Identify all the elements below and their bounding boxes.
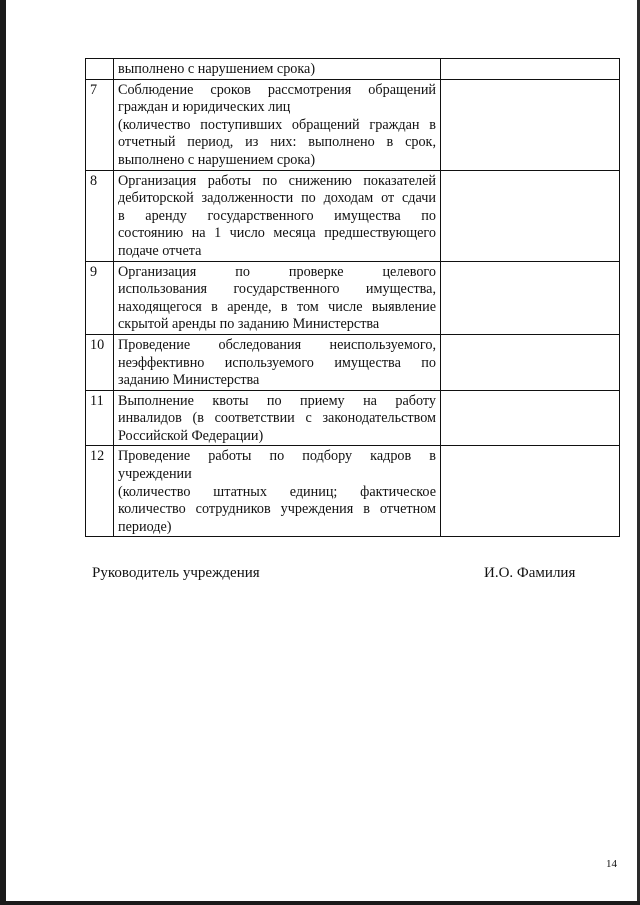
indicator-value-cell — [441, 59, 620, 80]
description-line: граждан и юридических лиц — [118, 99, 291, 116]
description-line: (количество штатных единиц; фактическое — [118, 483, 436, 500]
row-number: 8 — [86, 170, 114, 261]
indicator-value-cell — [441, 79, 620, 170]
indicator-description — [114, 334, 441, 390]
description-line: неэффективно используемого имущества по — [118, 354, 436, 371]
table-row — [86, 334, 620, 390]
description-line: количество сотрудников учреждения в отчетном — [118, 501, 436, 518]
table-row — [86, 79, 620, 170]
table-row — [86, 446, 620, 537]
signer-name: И.О. Фамилия — [484, 565, 576, 581]
description-line: учреждении — [118, 466, 192, 483]
description-line: (количество поступивших обращений граждан в — [118, 116, 436, 133]
scan-edge-bottom — [0, 901, 640, 905]
description-line: заданию Министерства — [118, 372, 260, 389]
row-number: 9 — [86, 261, 114, 334]
row-number: 7 — [86, 79, 114, 170]
description-line: Российской Федерации) — [118, 427, 264, 444]
indicator-description — [114, 446, 441, 537]
signer-title: Руководитель учреждения — [92, 565, 260, 581]
indicator-value-cell — [441, 170, 620, 261]
description-line: Соблюдение сроков рассмотрения обращений — [118, 81, 436, 98]
description-line: состоянию на 1 число месяца предшествующего — [118, 225, 436, 242]
description-line: дебиторской задолженности по доходам от сдачи — [118, 190, 436, 207]
row-number: 10 — [86, 334, 114, 390]
indicator-value-cell — [441, 261, 620, 334]
page-number: 14 — [606, 858, 617, 870]
description-line: выполнено с нарушением срока) — [118, 61, 316, 77]
description-line: инвалидов (в соответствии с законодательством — [118, 410, 436, 427]
indicator-description — [114, 170, 441, 261]
indicator-description — [114, 59, 441, 80]
row-number: 12 — [86, 446, 114, 537]
description-line: выполнено с нарушением срока) — [118, 151, 316, 168]
description-line: Организация по проверке целевого — [118, 263, 436, 280]
table-row — [86, 261, 620, 334]
table-row — [86, 170, 620, 261]
table-row — [86, 390, 620, 446]
indicator-description — [114, 79, 441, 170]
scan-edge-left — [0, 0, 6, 905]
description-line: отчетный период, из них: выполнено в срок, — [118, 134, 436, 151]
report-table — [85, 58, 620, 537]
description-line: Выполнение квоты по приему на работу — [118, 392, 436, 409]
table-row — [86, 59, 620, 80]
description-line: периоде) — [118, 518, 172, 535]
indicator-value-cell — [441, 390, 620, 446]
description-line: в аренду государственного имущества по — [118, 207, 436, 224]
description-line: Проведение обследования неиспользуемого, — [118, 336, 436, 353]
indicator-description — [114, 390, 441, 446]
description-line: подаче отчета — [118, 242, 202, 259]
indicator-value-cell — [441, 446, 620, 537]
description-line: Организация работы по снижению показателей — [118, 172, 436, 189]
description-line: скрытой аренды по заданию Министерства — [118, 316, 380, 333]
description-line: находящегося в аренде, в том числе выявление — [118, 298, 436, 315]
description-line: использования государственного имущества, — [118, 281, 436, 298]
indicator-value-cell — [441, 334, 620, 390]
indicator-description — [114, 261, 441, 334]
row-number — [86, 59, 114, 80]
row-number: 11 — [86, 390, 114, 446]
description-line: Проведение работы по подбору кадров в — [118, 448, 436, 465]
